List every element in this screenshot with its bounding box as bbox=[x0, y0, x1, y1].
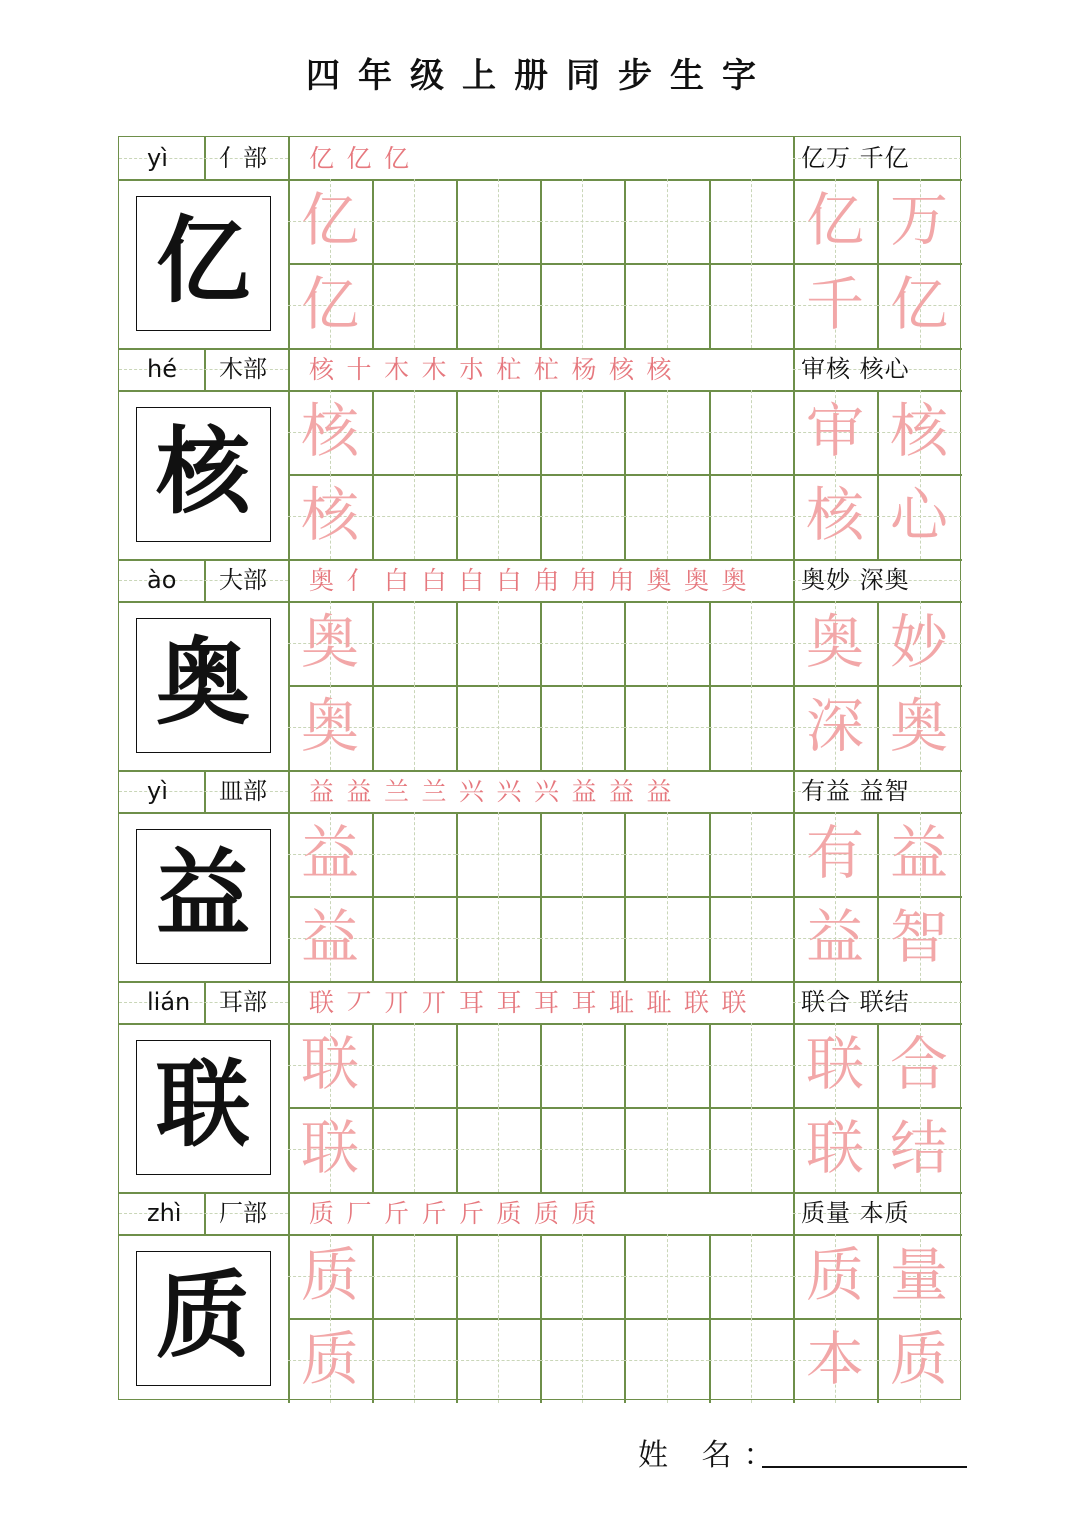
vocabulary-tracing-character: 千 bbox=[805, 270, 864, 339]
guide-line bbox=[582, 390, 583, 474]
guide-line bbox=[498, 474, 499, 558]
guide-line bbox=[498, 390, 499, 474]
grid-line bbox=[540, 1023, 542, 1192]
stroke-order bbox=[299, 137, 789, 179]
stroke-step: 耳 bbox=[534, 988, 560, 1017]
guide-line bbox=[751, 263, 752, 347]
grid-line bbox=[456, 390, 458, 559]
stroke-order bbox=[299, 348, 789, 390]
guide-line bbox=[498, 601, 499, 685]
guide-line bbox=[414, 1023, 415, 1107]
vocabulary-tracing-character: 核 bbox=[889, 397, 948, 465]
guide-line bbox=[667, 685, 668, 769]
grid-line bbox=[372, 1234, 374, 1403]
grid-line bbox=[624, 601, 626, 770]
guide-line bbox=[498, 179, 499, 263]
radical-label: 皿部 bbox=[219, 777, 267, 805]
stroke-order bbox=[299, 559, 789, 601]
stroke-step: 联 bbox=[309, 988, 335, 1017]
guide-line bbox=[751, 1318, 752, 1402]
stroke-step: 亿 bbox=[384, 144, 410, 173]
tracing-character: 亿 bbox=[300, 186, 359, 254]
guide-line bbox=[667, 601, 668, 685]
stroke-step: 丌 bbox=[384, 988, 410, 1017]
guide-line bbox=[751, 179, 752, 263]
guide-line bbox=[751, 685, 752, 769]
stroke-step: 质 bbox=[534, 1199, 560, 1228]
tracing-character: 亿 bbox=[300, 270, 359, 339]
tracing-character: 益 bbox=[300, 903, 359, 972]
stroke-step: 白 bbox=[421, 566, 447, 595]
stroke-step: 核 bbox=[309, 355, 335, 384]
stroke-step: 木 bbox=[421, 355, 447, 384]
radical-label: 大部 bbox=[219, 566, 267, 594]
stroke-step: 杧 bbox=[496, 355, 522, 384]
stroke-step: 兰 bbox=[421, 777, 447, 806]
stroke-step: 联 bbox=[721, 988, 747, 1017]
stroke-order bbox=[299, 1192, 789, 1234]
pinyin-label: yì bbox=[147, 144, 168, 172]
guide-line bbox=[414, 474, 415, 558]
stroke-step: 白 bbox=[459, 566, 485, 595]
vocabulary-label: 亿万 千亿 bbox=[801, 144, 910, 172]
vocabulary-label: 奥妙 深奥 bbox=[801, 566, 910, 594]
vocabulary-tracing-character: 核 bbox=[805, 481, 864, 550]
guide-line bbox=[414, 1318, 415, 1402]
tracing-character: 核 bbox=[300, 481, 359, 550]
tracing-character: 奥 bbox=[300, 608, 359, 676]
guide-line bbox=[414, 685, 415, 769]
character-block bbox=[119, 348, 962, 559]
radical-label: 木部 bbox=[219, 355, 267, 383]
pinyin-label: zhì bbox=[147, 1199, 182, 1227]
stroke-step: 白 bbox=[384, 566, 410, 595]
guide-line bbox=[751, 601, 752, 685]
guide-line bbox=[667, 1107, 668, 1191]
stroke-step: 益 bbox=[346, 777, 372, 806]
character-block bbox=[119, 770, 962, 981]
guide-line bbox=[751, 1023, 752, 1107]
model-character: 奥 bbox=[155, 628, 250, 738]
stroke-order bbox=[299, 981, 789, 1023]
stroke-step: 益 bbox=[609, 777, 635, 806]
guide-line bbox=[667, 263, 668, 347]
grid-line bbox=[540, 1234, 542, 1403]
grid-line bbox=[372, 812, 374, 981]
guide-line bbox=[414, 390, 415, 474]
guide-line bbox=[414, 1234, 415, 1318]
grid-line bbox=[540, 812, 542, 981]
vocabulary-tracing-character: 质 bbox=[805, 1241, 864, 1309]
model-character-box bbox=[136, 1040, 271, 1175]
stroke-step: 奥 bbox=[646, 566, 672, 595]
guide-line bbox=[582, 685, 583, 769]
stroke-step: 兴 bbox=[534, 777, 560, 806]
stroke-step: 耳 bbox=[571, 988, 597, 1017]
stroke-step: 奥 bbox=[684, 566, 710, 595]
vocabulary-tracing-character: 益 bbox=[889, 819, 948, 887]
stroke-step: 核 bbox=[609, 355, 635, 384]
grid-line bbox=[456, 1023, 458, 1192]
stroke-step: 益 bbox=[571, 777, 597, 806]
character-block bbox=[119, 1192, 962, 1403]
stroke-step: 亿 bbox=[309, 144, 335, 173]
vocabulary-tracing-character: 奥 bbox=[889, 692, 948, 761]
stroke-step: 白 bbox=[496, 566, 522, 595]
model-character-box bbox=[136, 196, 271, 331]
guide-line bbox=[667, 1234, 668, 1318]
vocabulary-tracing-character: 亿 bbox=[805, 186, 864, 254]
vocabulary-tracing-character: 心 bbox=[889, 481, 948, 550]
tracing-character: 奥 bbox=[300, 692, 359, 761]
stroke-step: 亿 bbox=[346, 144, 372, 173]
stroke-step: 亻 bbox=[346, 566, 372, 595]
stroke-step: 甪 bbox=[609, 566, 635, 595]
stroke-step: 耳 bbox=[459, 988, 485, 1017]
stroke-step: 十 bbox=[346, 355, 372, 384]
stroke-step: 益 bbox=[646, 777, 672, 806]
model-character: 亿 bbox=[155, 206, 250, 316]
guide-line bbox=[667, 179, 668, 263]
guide-line bbox=[667, 390, 668, 474]
grid-line bbox=[456, 812, 458, 981]
guide-line bbox=[498, 685, 499, 769]
stroke-step: 杧 bbox=[534, 355, 560, 384]
radical-label: 耳部 bbox=[219, 988, 267, 1016]
stroke-step: 厂 bbox=[346, 1199, 372, 1228]
grid-line bbox=[624, 1023, 626, 1192]
name-blank-line[interactable] bbox=[762, 1466, 967, 1468]
guide-line bbox=[498, 1023, 499, 1107]
radical-label: 厂部 bbox=[219, 1199, 267, 1227]
grid-line bbox=[624, 390, 626, 559]
stroke-step: 兴 bbox=[496, 777, 522, 806]
guide-line bbox=[582, 601, 583, 685]
vocabulary-tracing-character: 有 bbox=[805, 819, 864, 887]
guide-line bbox=[414, 179, 415, 263]
stroke-step: 斤 bbox=[421, 1199, 447, 1228]
vocabulary-tracing-character: 量 bbox=[889, 1241, 948, 1309]
vocabulary-label: 质量 本质 bbox=[801, 1199, 910, 1227]
grid-line bbox=[540, 390, 542, 559]
guide-line bbox=[582, 1023, 583, 1107]
guide-line bbox=[414, 601, 415, 685]
stroke-step: 斤 bbox=[459, 1199, 485, 1228]
page-title: 四年级上册同步生字 bbox=[306, 56, 774, 96]
pinyin-label: lián bbox=[147, 988, 191, 1016]
guide-line bbox=[667, 1023, 668, 1107]
model-character-box bbox=[136, 829, 271, 964]
character-block bbox=[119, 559, 962, 770]
guide-line bbox=[667, 1318, 668, 1402]
character-block bbox=[119, 137, 962, 348]
grid-line bbox=[624, 179, 626, 348]
vocabulary-tracing-character: 亿 bbox=[889, 270, 948, 339]
stroke-step: 核 bbox=[646, 355, 672, 384]
vocabulary-tracing-character: 质 bbox=[889, 1325, 948, 1394]
guide-line bbox=[582, 1107, 583, 1191]
tracing-character: 联 bbox=[300, 1030, 359, 1098]
vocabulary-tracing-character: 智 bbox=[889, 903, 948, 972]
vocabulary-tracing-character: 万 bbox=[889, 186, 948, 254]
guide-line bbox=[498, 1107, 499, 1191]
guide-line bbox=[582, 1318, 583, 1402]
stroke-step: 兰 bbox=[384, 777, 410, 806]
guide-line bbox=[751, 1234, 752, 1318]
guide-line bbox=[414, 812, 415, 896]
grid-line bbox=[372, 179, 374, 348]
guide-line bbox=[582, 812, 583, 896]
vocabulary-label: 审核 核心 bbox=[801, 355, 910, 383]
guide-line bbox=[751, 1107, 752, 1191]
stroke-step: 木 bbox=[384, 355, 410, 384]
stroke-order bbox=[299, 770, 789, 812]
guide-line bbox=[582, 179, 583, 263]
grid-line bbox=[624, 1234, 626, 1403]
model-character: 联 bbox=[155, 1050, 250, 1160]
guide-line bbox=[751, 390, 752, 474]
stroke-step: 斤 bbox=[384, 1199, 410, 1228]
guide-line bbox=[667, 896, 668, 980]
stroke-step: 奥 bbox=[721, 566, 747, 595]
guide-line bbox=[751, 812, 752, 896]
guide-line bbox=[667, 812, 668, 896]
pinyin-label: ào bbox=[147, 566, 177, 594]
pinyin-label: hé bbox=[147, 355, 177, 383]
pinyin-label: yì bbox=[147, 777, 168, 805]
stroke-step: 甪 bbox=[534, 566, 560, 595]
tracing-character: 益 bbox=[300, 819, 359, 887]
stroke-step: 朩 bbox=[459, 355, 485, 384]
guide-line bbox=[667, 474, 668, 558]
grid-line bbox=[709, 1023, 711, 1192]
stroke-step: 丌 bbox=[421, 988, 447, 1017]
grid-line bbox=[456, 601, 458, 770]
stroke-step: 耻 bbox=[646, 988, 672, 1017]
stroke-step: 耻 bbox=[609, 988, 635, 1017]
grid-line bbox=[372, 601, 374, 770]
guide-line bbox=[498, 896, 499, 980]
model-character: 益 bbox=[155, 839, 250, 949]
guide-line bbox=[498, 263, 499, 347]
tracing-character: 核 bbox=[300, 397, 359, 465]
tracing-character: 质 bbox=[300, 1325, 359, 1394]
grid-line bbox=[372, 390, 374, 559]
stroke-step: 益 bbox=[309, 777, 335, 806]
guide-line bbox=[582, 474, 583, 558]
guide-line bbox=[751, 474, 752, 558]
grid-line bbox=[709, 601, 711, 770]
guide-line bbox=[582, 263, 583, 347]
guide-line bbox=[498, 812, 499, 896]
stroke-step: 质 bbox=[571, 1199, 597, 1228]
grid-line bbox=[372, 1023, 374, 1192]
vocabulary-tracing-character: 合 bbox=[889, 1030, 948, 1098]
stroke-step: 杨 bbox=[571, 355, 597, 384]
vocabulary-tracing-character: 妙 bbox=[889, 608, 948, 676]
grid-line bbox=[540, 601, 542, 770]
grid-line bbox=[709, 179, 711, 348]
grid-line bbox=[709, 1234, 711, 1403]
guide-line bbox=[582, 1234, 583, 1318]
guide-line bbox=[751, 896, 752, 980]
model-character-box bbox=[136, 1251, 271, 1386]
grid-line bbox=[624, 812, 626, 981]
model-character-box bbox=[136, 407, 271, 542]
guide-line bbox=[414, 1107, 415, 1191]
vocabulary-tracing-character: 结 bbox=[889, 1114, 948, 1183]
vocabulary-label: 联合 联结 bbox=[801, 988, 910, 1016]
tracing-character: 质 bbox=[300, 1241, 359, 1309]
character-practice-grid bbox=[118, 136, 961, 1400]
grid-line bbox=[709, 812, 711, 981]
vocabulary-tracing-character: 深 bbox=[805, 692, 864, 761]
character-block bbox=[119, 981, 962, 1192]
stroke-step: 质 bbox=[496, 1199, 522, 1228]
stroke-step: 质 bbox=[309, 1199, 335, 1228]
guide-line bbox=[414, 263, 415, 347]
radical-label: 亻部 bbox=[219, 144, 267, 172]
model-character: 质 bbox=[155, 1261, 250, 1371]
stroke-step: 丆 bbox=[346, 988, 372, 1017]
guide-line bbox=[582, 896, 583, 980]
guide-line bbox=[498, 1318, 499, 1402]
vocabulary-tracing-character: 益 bbox=[805, 903, 864, 972]
stroke-step: 奥 bbox=[309, 566, 335, 595]
vocabulary-tracing-character: 本 bbox=[805, 1325, 864, 1394]
model-character-box bbox=[136, 618, 271, 753]
grid-line bbox=[456, 1234, 458, 1403]
vocabulary-tracing-character: 联 bbox=[805, 1114, 864, 1183]
stroke-step: 联 bbox=[684, 988, 710, 1017]
stroke-step: 甪 bbox=[571, 566, 597, 595]
stroke-step: 耳 bbox=[496, 988, 522, 1017]
vocabulary-tracing-character: 奥 bbox=[805, 608, 864, 676]
grid-line bbox=[709, 390, 711, 559]
guide-line bbox=[414, 896, 415, 980]
tracing-character: 联 bbox=[300, 1114, 359, 1183]
vocabulary-tracing-character: 审 bbox=[805, 397, 864, 465]
stroke-step: 兴 bbox=[459, 777, 485, 806]
grid-line bbox=[540, 179, 542, 348]
vocabulary-label: 有益 益智 bbox=[801, 777, 910, 805]
name-label: 姓 名： bbox=[638, 1438, 786, 1473]
grid-line bbox=[456, 179, 458, 348]
vocabulary-tracing-character: 联 bbox=[805, 1030, 864, 1098]
guide-line bbox=[498, 1234, 499, 1318]
model-character: 核 bbox=[155, 417, 250, 527]
